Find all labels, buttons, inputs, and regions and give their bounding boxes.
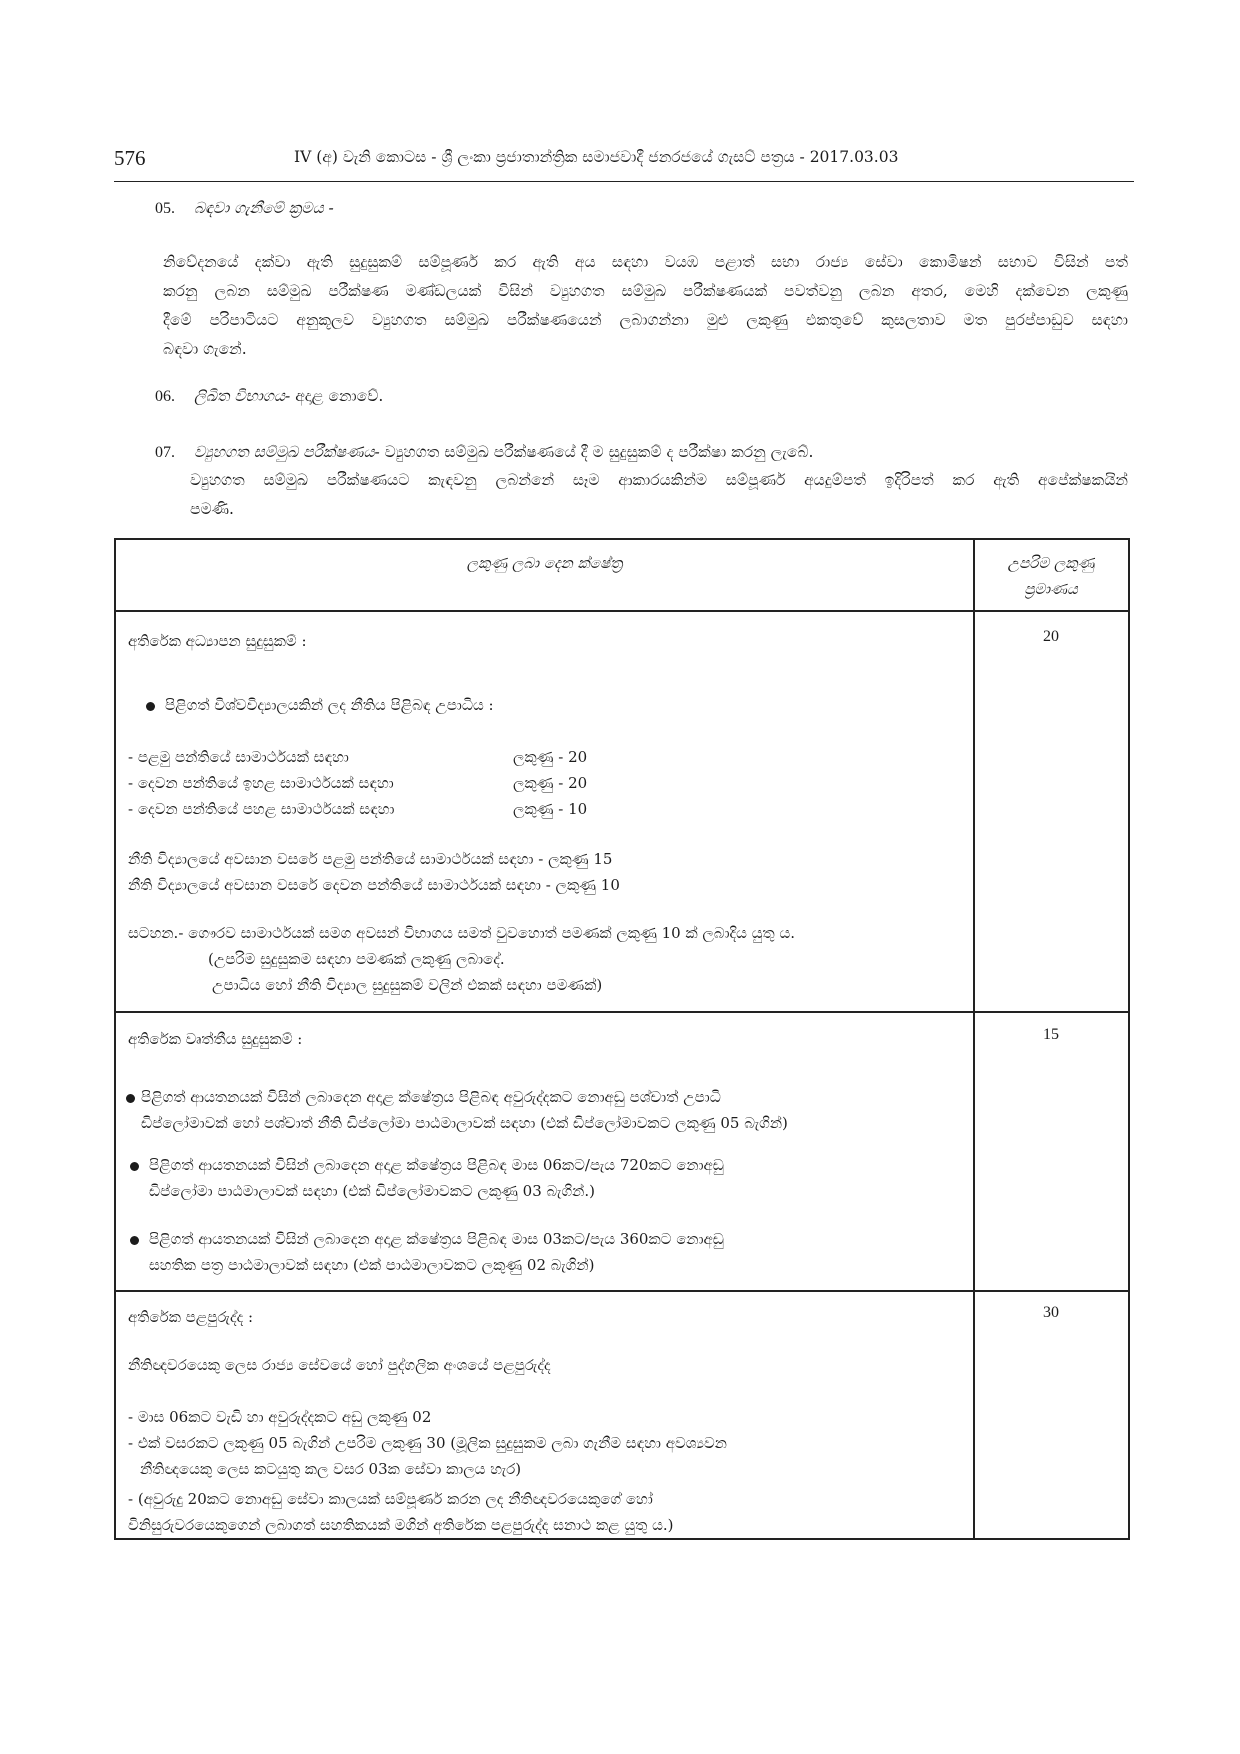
bullet-icon (130, 1162, 139, 1171)
section-text: ව්‍යුහගත සම්මුඛ පරීක්ෂණයේ දී ම සුදුසුකම් ද පරීක්ෂා කරනු ලැබේ. (379, 443, 814, 461)
professional-bullet-1 (126, 1084, 788, 1136)
list-item: - මාස 06කට වැඩි හා අවුරුද්දකට අඩු ලකුණු 02 (128, 1408, 432, 1426)
table-header-fields: ලකුණු ලබා දෙන ක්ෂේත්‍ර (466, 554, 623, 572)
section-title: ව්‍යුහගත සම්මුඛ පරීක්ෂණය- (193, 443, 380, 461)
bullet-icon (130, 1236, 139, 1245)
row-education-value: 20 (1043, 628, 1059, 645)
text-line: සටහන.- ගෞරව සාමාර්ථයක් සමග අවසන් විභාගය සමත් වුවහොත් පමණක් ලකුණු 10 ක් ලබාදිය යුතු ය. (128, 924, 796, 942)
section-07-body (190, 466, 1128, 524)
row-experience-value: 30 (1043, 1304, 1059, 1321)
experience-intro: නීතිඥවරයෙකු ලෙස රාජ්‍ය සේවයේ හෝ පුද්ගලික අංශයේ පළපුරුද්ද (128, 1356, 551, 1374)
bullet-text: පිළිගත් ආයතනයක් විසින් ලබාදෙන අදාළ ක්ෂේත්‍රය පිළිබඳ අවුරුද්දකට නොඅඩු පශ්චාත් උපාධි (141, 1088, 721, 1106)
item-marks: ලකුණු - 20 (513, 774, 588, 792)
professional-bullet-3 (130, 1226, 724, 1278)
experience-certificate (128, 1486, 674, 1538)
text-line: (උපරිම සුදුසුකම සඳහා පමණක් ලකුණු ලබාදේ. (208, 950, 505, 968)
row-education-bullet (146, 692, 494, 718)
text-line: කරනු ලබන සම්මුඛ පරීක්ෂණ මණ්ඩලයක් විසින් ව්‍යුහගත සම්මුඛ පරීක්ෂණයක් පවත්වනු ලබන අතර, මෙහි දක්වෙන ලකුණු (163, 282, 1128, 300)
page-number: 576 (114, 146, 146, 170)
list-item: - එක් වසරකට ලකුණු 05 බැගින් උපරිම ලකුණු 30 (මූලික සුදුසුකම ලබා ගැනීම සඳහා අවශ්‍යවන (128, 1434, 727, 1452)
bullet-text: සහතික පත්‍ර පාඨමාලාවක් සඳහා (එක් පාඨමාලාවකට ලකුණු 02 බැගින්) (149, 1256, 595, 1274)
item-label: - දෙවන පන්තියේ පහළ සාමාර්ථයක් සඳහා (128, 800, 395, 818)
section-07-heading (155, 438, 813, 467)
row-divider (116, 610, 1128, 612)
section-number: 05. (155, 200, 175, 217)
section-title: බඳවා ගැනීමේ ක්‍රමය - (193, 199, 334, 217)
item-marks: ලකුණු - 10 (513, 800, 588, 818)
text-line: උපාධිය හෝ නීති විද්‍යාල සුදුසුකම් වලින් එකක් සඳහා පමණක්) (212, 976, 603, 994)
section-number: 06. (155, 388, 175, 405)
column-divider (973, 540, 975, 1538)
bullet-text: ඩිප්ලෝමාවක් හෝ පශ්චාත් නීති ඩිප්ලෝමා පාඨමාලාවක් සඳහා (එක් ඩිප්ලෝමාවකට ලකුණු 05 බැගින්) (141, 1114, 788, 1132)
experience-list (128, 1404, 727, 1482)
education-note (128, 920, 795, 998)
bullet-icon (126, 1094, 135, 1103)
degree-marks-list (128, 744, 587, 822)
list-item (128, 770, 587, 796)
bullet-text: පිළිගත් විශ්වවිද්‍යාලයකින් ලද නීතිය පිළිබඳ උපාධිය : (165, 696, 494, 714)
bullet-text: පිළිගත් ආයතනයක් විසින් ලබාදෙන අදාළ ක්ෂේත්‍රය පිළිබඳ මාස 06කට/පැය 720කට නොඅඩු (149, 1156, 724, 1174)
row-professional-title: අතිරේක වෘත්තීය සුදුසුකම් : (128, 1030, 303, 1048)
row-divider (116, 1011, 1128, 1013)
header-line: ප්‍රමාණය (1024, 580, 1078, 598)
text-line: පමණි. (190, 500, 234, 518)
section-06 (155, 382, 383, 411)
text-line: නීති විද්‍යාලයේ අවසාන වසරේ දෙවන පන්තියේ සාමාර්ථයක් සඳහා - ලකුණු 10 (128, 876, 620, 894)
item-label: - දෙවන පන්තියේ ඉහළ සාමාර්ථයක් සඳහා (128, 774, 394, 792)
running-head: IV (අ) වැනි කොටස - ශ්‍රී ලංකා ප්‍රජාතාන්ත්‍රික සමාජවාදී ජනරජයේ ගැසට් පත්‍රය - 2017.03.03 (294, 148, 899, 166)
list-item: නීතිඥයෙකු ලෙස කටයුතු කල වසර 03ක සේවා කාලය හැර) (140, 1460, 522, 1478)
text-line: නීති විද්‍යාලයේ අවසාන වසරේ පළමු පන්තියේ සාමාර්ථයක් සඳහා - ලකුණු 15 (128, 850, 613, 868)
header-line: උපරිම ලකුණු (1007, 554, 1095, 572)
row-experience-title: අතිරේක පළපුරුද්ද : (128, 1308, 254, 1326)
text-line: විනිසුරුවරයෙකුගෙන් ලබාගත් සහතිකයක් මගින් අතිරේක පළපුරුද්ද සනාථ කළ යුතු ය.) (128, 1516, 674, 1534)
list-item (128, 744, 587, 770)
section-05-heading (155, 194, 334, 223)
section-number: 07. (155, 444, 175, 461)
professional-bullet-2 (130, 1152, 724, 1204)
bullet-text: පිළිගත් ආයතනයක් විසින් ලබාදෙන අදාළ ක්ෂේත්‍රය පිළිබඳ මාස 03කට/පැය 360කට නොඅඩු (149, 1230, 724, 1248)
item-marks: ලකුණු - 20 (513, 748, 588, 766)
section-title: ලිඛිත විභාගය- (193, 387, 291, 405)
law-college-marks (128, 846, 620, 898)
section-text: අදාළ නොවේ. (290, 387, 384, 405)
text-line: - (අවුරුදු 20කට නොඅඩු සේවා කාලයක් සම්පූර්ණ කරන ලද නීතිඥවරයෙකුගේ හෝ (128, 1490, 653, 1508)
bullet-text: ඩිප්ලෝමා පාඨමාලාවක් සඳහා (එක් ඩිප්ලෝමාවකට ලකුණු 03 බැගින්.) (149, 1182, 595, 1200)
row-professional-value: 15 (1043, 1026, 1059, 1043)
text-line: දීමේ පරිපාටියට අනුකූලව ව්‍යුහගත සම්මුඛ පරීක්ෂණයෙන් ලබාගන්නා මුළු ලකුණු එකතුවේ කුසලතාව මත පුරප්පාඩුව සඳහා (163, 311, 1128, 329)
row-divider (116, 1290, 1128, 1292)
text-line: බඳවා ගැනේ. (163, 340, 247, 358)
table-header-max-marks (976, 550, 1126, 602)
text-line: ව්‍යුහගත සම්මුඛ පරීක්ෂණයට කැඳවනු ලබන්නේ සෑම ආකාරයකින්ම සම්පූර්ණ අයදුම්පත් ඉදිරිපත් කර ඇති අපේක්ෂකයින් (190, 471, 1128, 489)
page-header (114, 146, 1134, 180)
list-item (128, 796, 587, 822)
bullet-icon (146, 702, 155, 711)
section-05-body (163, 248, 1128, 364)
row-education-title: අතිරේක අධ්‍යාපන සුදුසුකම් : (128, 632, 307, 650)
item-label: - පළමු පන්තියේ සාමාර්ථයක් සඳහා (128, 748, 349, 766)
marks-table (114, 538, 1130, 1540)
header-rule (114, 181, 1134, 182)
text-line: නිවේදනයේ දක්වා ඇති සුදුසුකම් සම්පූර්ණ කර ඇති අය සඳහා වයඹ පළාත් සභා රාජ්‍ය සේවා කොමිෂන් සභාව විසින් පත් (163, 253, 1128, 271)
